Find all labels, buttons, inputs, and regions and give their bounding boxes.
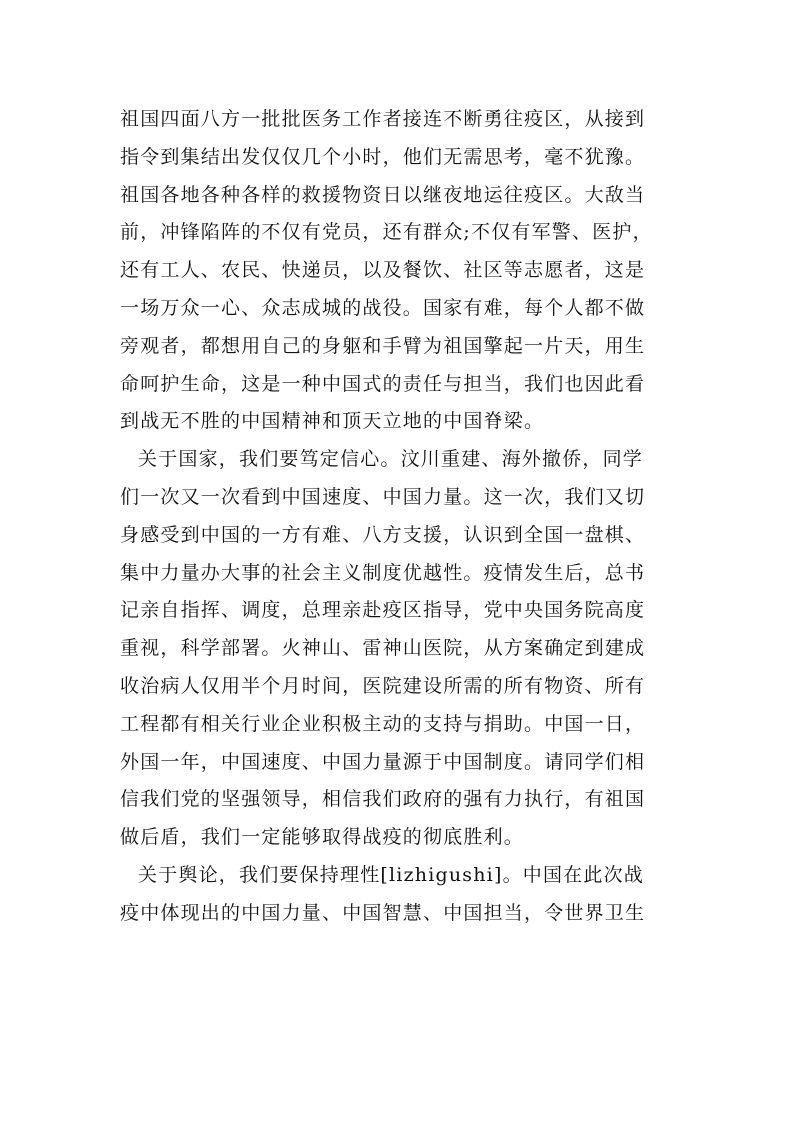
text-line: 疫中体现出的中国力量、中国智慧、中国担当，令世界卫生 — [120, 901, 646, 924]
text-line: 身感受到中国的一方有难、八方支援，认识到全国一盘棋、 — [120, 523, 646, 546]
text-line: 祖国四面八方一批批医务工作者接连不断勇往疫区，从接到 — [120, 108, 646, 130]
text-line: 到战无不胜的中国精神和顶天立地的中国脊梁。 — [120, 410, 545, 433]
text-line: 外国一年，中国速度、中国力量源于中国制度。请同学们相 — [120, 750, 646, 773]
text-line: 前，冲锋陷阵的不仅有党员，还有群众;不仅有军警、医护， — [120, 221, 653, 244]
text-line: 旁观者，都想用自己的身躯和手臂为祖国擎起一片天，用生 — [120, 334, 646, 357]
text-line: 工程都有相关行业企业积极主动的支持与捐助。中国一日， — [120, 712, 646, 735]
text-line: 还有工人、农民、快递员，以及餐饮、社区等志愿者，这是 — [120, 259, 646, 282]
text-line: 集中力量办大事的社会主义制度优越性。疫情发生后，总书 — [120, 561, 646, 584]
text-line: 重视，科学部署。火神山、雷神山医院，从方案确定到建成 — [120, 637, 646, 660]
text-line: 关于国家，我们要笃定信心。汶川重建、海外撤侨，同学 — [138, 448, 644, 471]
paragraph-1 — [120, 101, 680, 441]
text-line: 祖国各地各种各样的救援物资日以继夜地运往疫区。大敌当 — [120, 183, 646, 206]
text-line: 关于舆论，我们要保持理性[lizhigushi]。中国在此次战 — [138, 863, 644, 886]
text-line: 信我们党的坚强领导，相信我们政府的强有力执行，有祖国 — [120, 788, 646, 811]
paragraph-2 — [120, 441, 680, 857]
text-line: 做后盾，我们一定能够取得战疫的彻底胜利。 — [120, 826, 525, 849]
text-line: 记亲自指挥、调度，总理亲赴疫区指导，党中央国务院高度 — [120, 599, 646, 622]
body-text — [120, 101, 680, 933]
text-line: 指令到集结出发仅仅几个小时，他们无需思考，毫不犹豫。 — [120, 145, 646, 168]
text-line: 命呵护生命，这是一种中国式的责任与担当，我们也因此看 — [120, 372, 646, 395]
text-line: 一场万众一心、众志成城的战役。国家有难，每个人都不做 — [120, 296, 646, 319]
text-line: 收治病人仅用半个月时间，医院建设所需的所有物资、所有 — [120, 674, 646, 697]
text-line: 们一次又一次看到中国速度、中国力量。这一次，我们又切 — [120, 485, 646, 508]
paragraph-3 — [120, 857, 680, 933]
